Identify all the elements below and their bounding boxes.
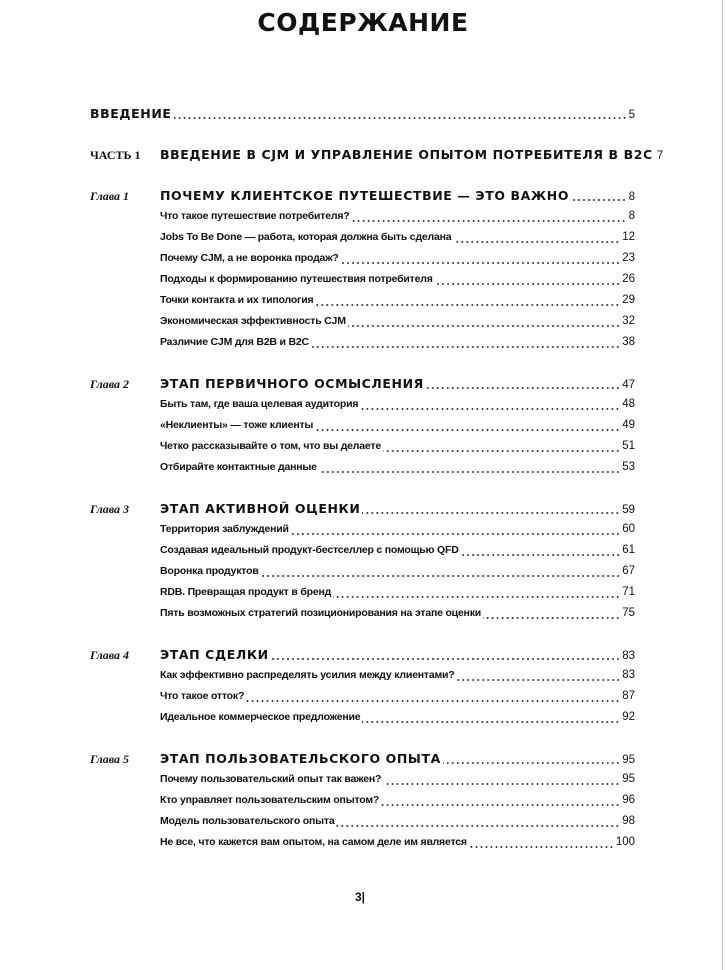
toc-entry-section[interactable] — [90, 790, 635, 811]
toc-entry-section[interactable] — [90, 665, 635, 686]
entry-title: ЭТАП АКТИВНОЙ ОЦЕНКИ — [160, 501, 361, 516]
entry-page: 92 — [622, 711, 635, 723]
toc-entry-section[interactable] — [90, 415, 635, 436]
entry-title: Воронка продуктов — [160, 565, 259, 577]
entry-title: Как эффективно распределять усилия между клиентами? — [160, 669, 455, 681]
toc-entry-section[interactable] — [90, 769, 635, 790]
entry-title: Создавая идеальный продукт-бестселлер с помощью QFD — [160, 544, 459, 556]
page-title: СОДЕРЖАНИЕ — [257, 8, 469, 37]
dot-leader — [360, 408, 620, 410]
toc-entry-section[interactable] — [90, 311, 635, 332]
entry-page: 67 — [622, 565, 635, 577]
dot-leader — [341, 262, 621, 264]
entry-page: 61 — [622, 544, 635, 556]
dot-leader — [443, 762, 620, 764]
entry-page: 95 — [622, 773, 635, 785]
toc-entry-section[interactable] — [90, 394, 635, 415]
entry-page: 53 — [622, 461, 635, 473]
chapter-label: Глава 5 — [90, 752, 130, 766]
chapter-label: Глава 1 — [90, 189, 130, 203]
entry-page: 12 — [622, 231, 635, 243]
entry-title: ПОЧЕМУ КЛИЕНТСКОЕ ПУТЕШЕСТВИЕ — ЭТО ВАЖНО — [160, 188, 570, 203]
entry-title: Четко рассказывайте о том, что вы делаете — [160, 440, 382, 452]
entry-page: 83 — [622, 650, 635, 662]
dot-leader — [571, 199, 626, 201]
entry-page: 96 — [622, 794, 635, 806]
toc-entry-section[interactable] — [90, 248, 635, 269]
entry-page: 5 — [628, 109, 635, 121]
dot-leader — [383, 450, 620, 452]
dot-leader — [311, 346, 620, 348]
dot-leader — [435, 283, 621, 285]
toc-entry-section[interactable] — [90, 457, 635, 478]
entry-page: 98 — [622, 815, 635, 827]
entry-title: Почему CJM, а не воронка продаж? — [160, 252, 339, 264]
dot-leader — [362, 721, 620, 723]
entry-title: ЭТАП СДЕЛКИ — [160, 647, 269, 662]
dot-leader — [315, 304, 620, 306]
toc-entry-chapter[interactable] — [90, 498, 635, 519]
toc-entry-section[interactable] — [90, 227, 635, 248]
entry-page: 51 — [622, 440, 635, 452]
entry-title: Кто управляет пользовательским опытом? — [160, 794, 380, 806]
toc-entry-section[interactable] — [90, 582, 635, 603]
entry-page: 49 — [622, 419, 635, 431]
toc-entry-section[interactable] — [90, 832, 635, 853]
toc-entry-chapter[interactable] — [90, 373, 635, 394]
dot-leader — [351, 220, 626, 222]
entry-title: Точки контакта и их типология — [160, 294, 314, 306]
dot-leader — [319, 471, 620, 473]
dot-leader — [348, 325, 620, 327]
entry-page: 8 — [628, 191, 635, 203]
dot-leader — [483, 617, 620, 619]
toc-entry-chapter[interactable] — [90, 644, 635, 665]
chapter-label: Глава 3 — [90, 502, 130, 516]
dot-leader — [469, 846, 614, 848]
entry-page: 75 — [622, 607, 635, 619]
dot-leader — [461, 554, 621, 556]
entry-title: Различие CJM для B2B и B2C — [160, 336, 309, 348]
entry-title: Отбирайте контактные данные — [160, 461, 317, 473]
entry-page: 95 — [622, 754, 635, 766]
entry-title: ВВЕДЕНИЕ В CJM И УПРАВЛЕНИЕ ОПЫТОМ ПОТРЕБИТЕЛЯ В B2C — [160, 147, 653, 162]
entry-page: 47 — [622, 379, 635, 391]
toc-entry-section[interactable] — [90, 290, 635, 311]
entry-page: 60 — [622, 523, 635, 535]
entry-title: Почему пользовательский опыт так важен? — [160, 773, 382, 785]
entry-page: 48 — [622, 398, 635, 410]
entry-title: Экономическая эффективность CJM — [160, 315, 346, 327]
table-of-contents — [90, 103, 664, 853]
entry-title: Не все, что кажется вам опытом, на самом деле им является — [160, 836, 467, 848]
dot-leader — [291, 533, 620, 535]
toc-entry-section[interactable] — [90, 332, 635, 353]
dot-leader — [426, 387, 620, 389]
toc-entry-section[interactable] — [90, 561, 635, 582]
entry-page: 38 — [622, 336, 635, 348]
entry-page: 29 — [622, 294, 635, 306]
toc-entry-part[interactable] — [90, 144, 664, 165]
toc-entry-section[interactable] — [90, 206, 635, 227]
toc-entry-section[interactable] — [90, 603, 635, 624]
chapter-label: Глава 4 — [90, 648, 130, 662]
entry-title: Подходы к формированию путешествия потребителя — [160, 273, 433, 285]
entry-title: ВВЕДЕНИЕ — [90, 106, 172, 121]
entry-title: RDB. Превращая продукт в бренд — [160, 586, 332, 598]
dot-leader — [381, 804, 620, 806]
entry-title: Быть там, где ваша целевая аудитория — [160, 398, 359, 410]
dot-leader — [362, 512, 620, 514]
dot-leader — [315, 429, 620, 431]
entry-title: «Неклиенты» — тоже клиенты — [160, 419, 314, 431]
toc-entry-intro[interactable] — [90, 103, 635, 124]
dot-leader — [383, 783, 620, 785]
toc-entry-section[interactable] — [90, 707, 635, 728]
dot-leader — [336, 825, 620, 827]
toc-entry-chapter[interactable] — [90, 185, 635, 206]
dot-leader — [261, 575, 621, 577]
entry-page: 83 — [622, 669, 635, 681]
entry-title: ЭТАП ПЕРВИЧНОГО ОСМЫСЛЕНИЯ — [160, 376, 424, 391]
dot-leader — [457, 679, 621, 681]
dot-leader — [271, 658, 621, 660]
entry-page: 100 — [615, 836, 635, 848]
entry-page: 7 — [656, 150, 664, 162]
toc-entry-section[interactable] — [90, 269, 635, 290]
toc-entry-section[interactable] — [90, 519, 635, 540]
entry-page: 71 — [622, 586, 635, 598]
entry-page: 59 — [622, 504, 635, 516]
entry-page: 8 — [628, 210, 635, 222]
entry-page: 23 — [622, 252, 635, 264]
entry-title: ЭТАП ПОЛЬЗОВАТЕЛЬСКОГО ОПЫТА — [160, 751, 441, 766]
entry-title: Модель пользовательского опыта — [160, 815, 335, 827]
entry-title: Территория заблуждений — [160, 523, 289, 535]
toc-entry-section[interactable] — [90, 686, 635, 707]
chapter-label: Глава 2 — [90, 377, 130, 391]
entry-title: Что такое путешествие потребителя? — [160, 210, 350, 222]
page-number: 3| — [355, 890, 366, 904]
dot-leader — [333, 596, 620, 598]
entry-title: Jobs To Be Done — работа, которая должна быть сделана — [160, 231, 452, 243]
entry-page: 87 — [622, 690, 635, 702]
entry-title: Пять возможных стратегий позиционирования на этапе оценки — [160, 607, 482, 619]
page-edge — [722, 0, 723, 970]
entry-title: Что такое отток? — [160, 690, 245, 702]
dot-leader — [453, 241, 620, 243]
entry-title: Идеальное коммерческое предложение — [160, 711, 361, 723]
toc-entry-section[interactable] — [90, 540, 635, 561]
part-label: ЧАСТЬ 1 — [90, 148, 141, 162]
dot-leader — [246, 700, 620, 702]
toc-entry-chapter[interactable] — [90, 748, 635, 769]
dot-leader — [174, 117, 627, 119]
entry-page: 32 — [622, 315, 635, 327]
toc-entry-section[interactable] — [90, 811, 635, 832]
entry-page: 26 — [622, 273, 635, 285]
toc-entry-section[interactable] — [90, 436, 635, 457]
